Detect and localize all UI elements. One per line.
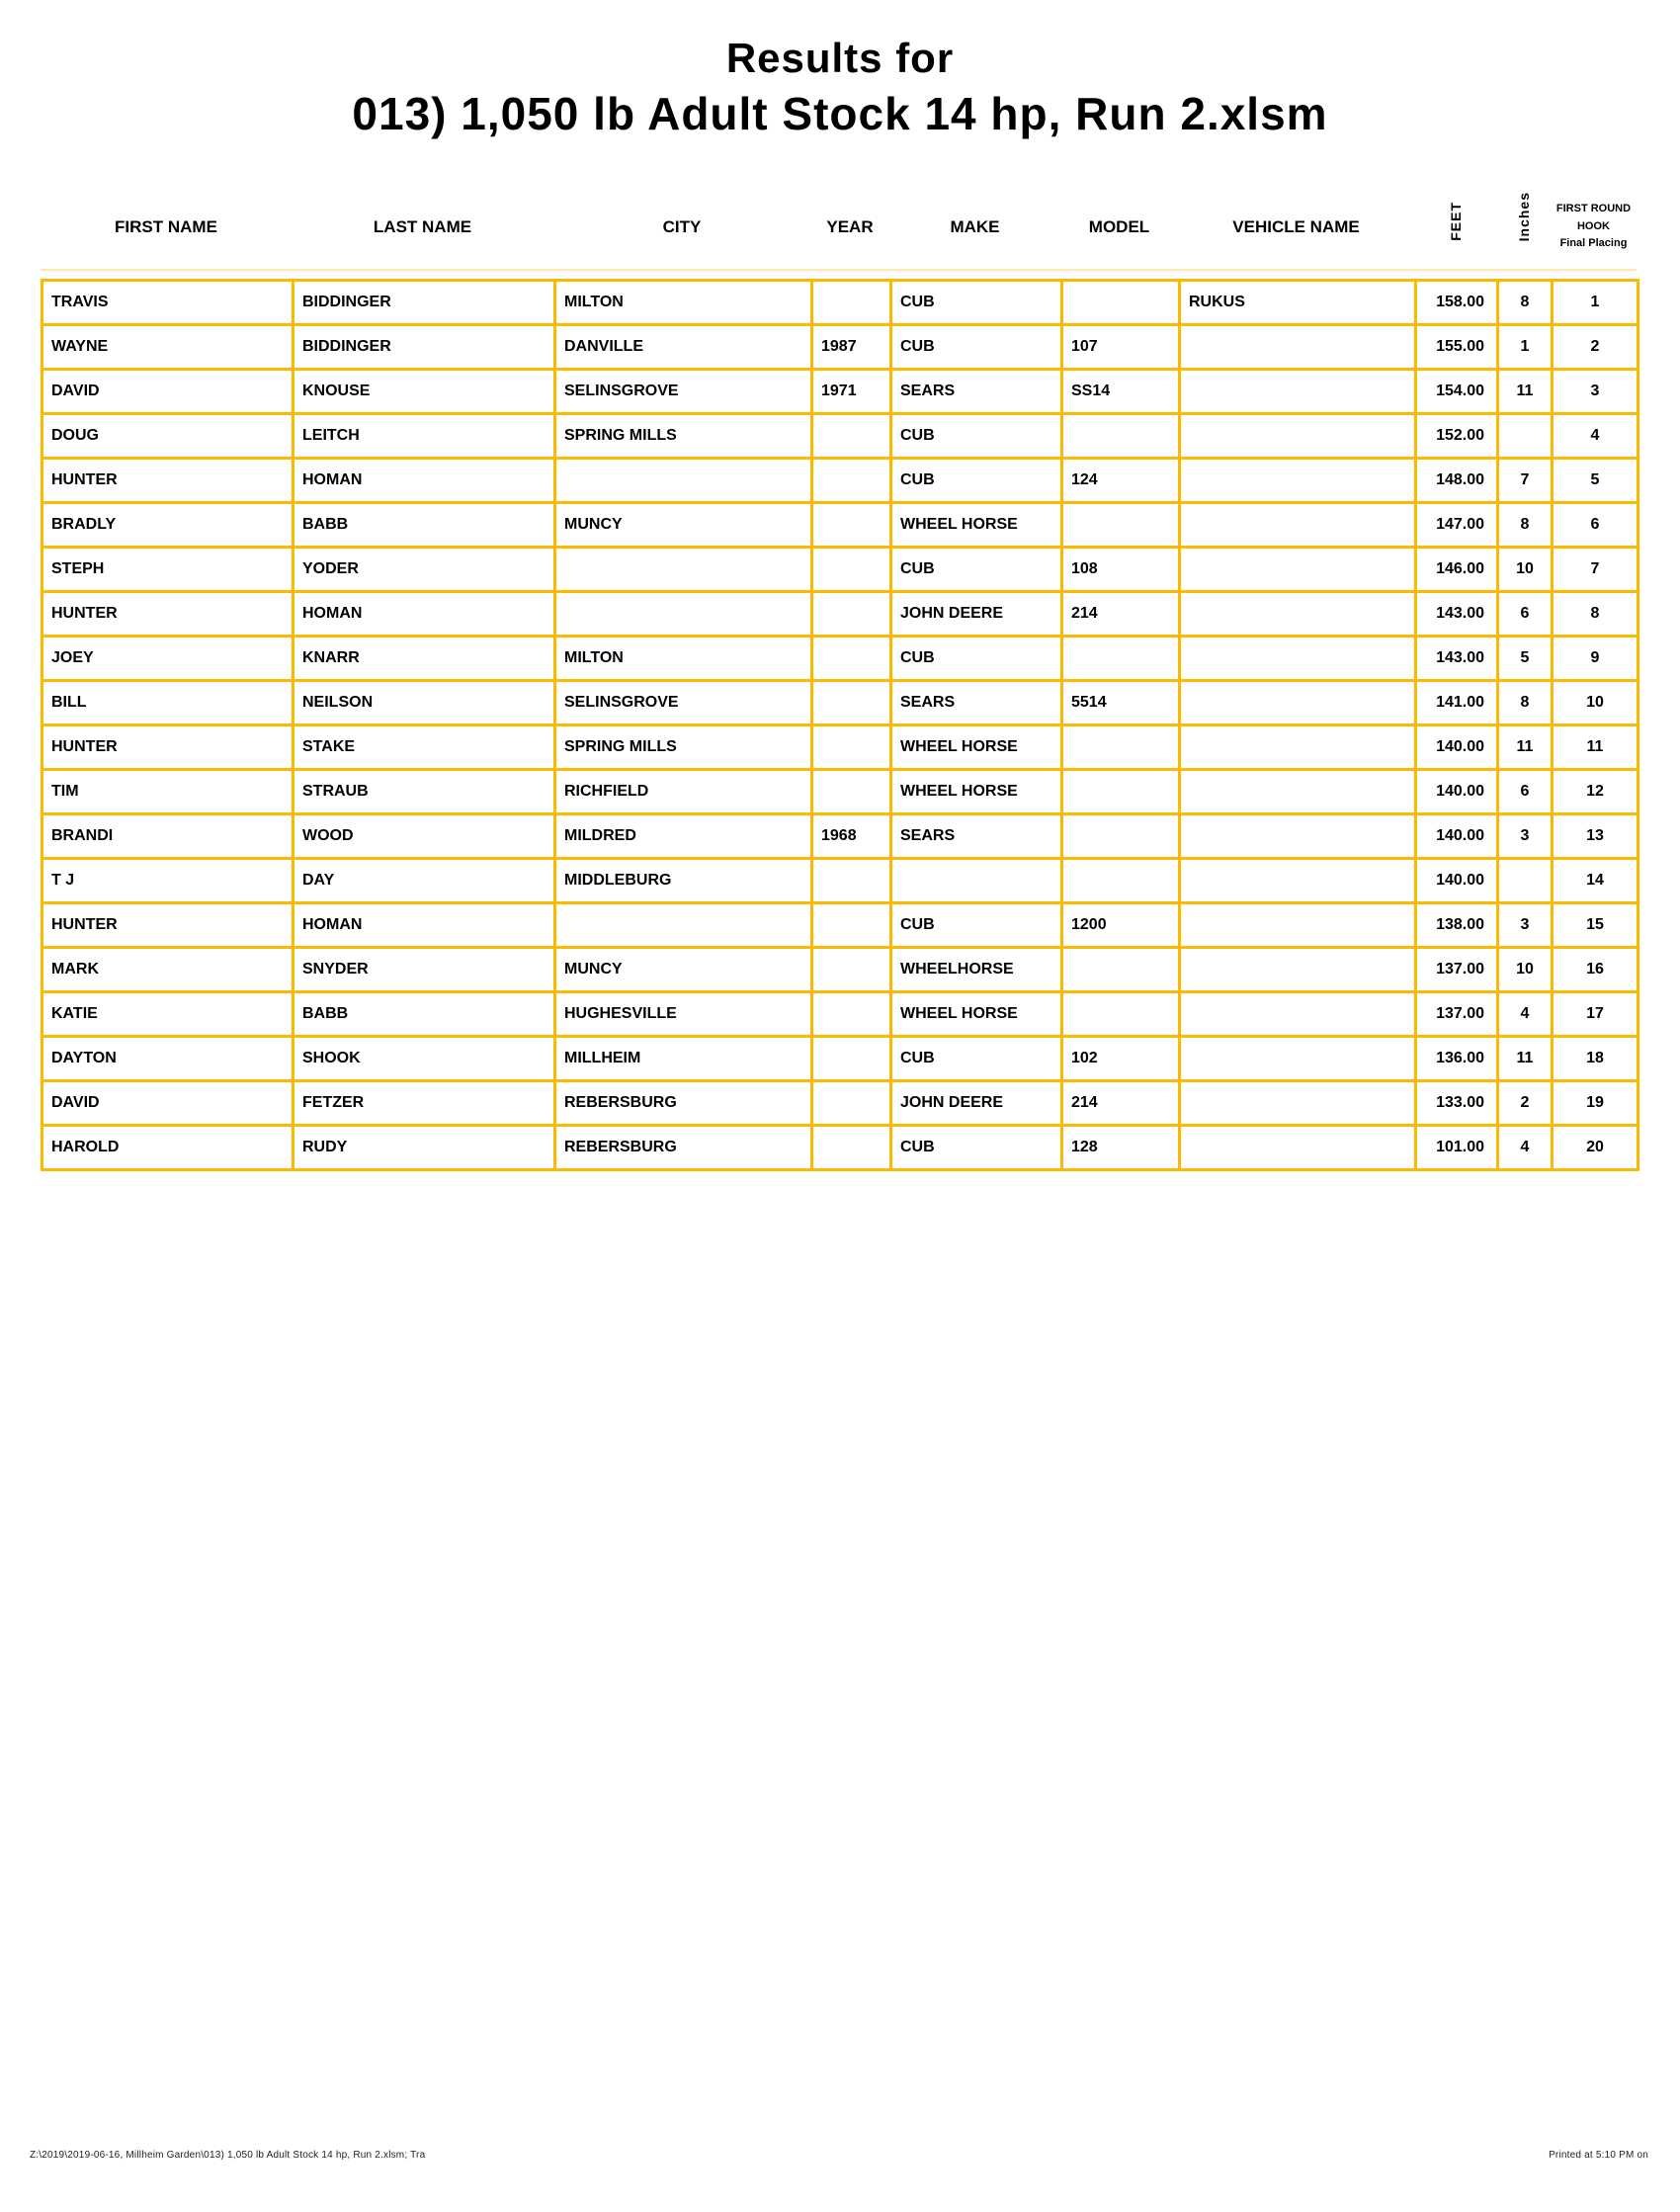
cell-vehicle-name [1180,992,1416,1037]
table-header-row [41,162,1637,271]
cell-placing: 4 [1553,414,1638,459]
cell-last-name: STRAUB [294,770,555,814]
cell-placing: 8 [1553,592,1638,637]
cell-make: WHEEL HORSE [891,503,1062,548]
column-header-year: YEAR [826,217,874,236]
cell-first-name: BRANDI [42,814,294,859]
column-header-last-name: LAST NAME [373,217,472,236]
cell-model [1062,637,1180,681]
cell-feet: 152.00 [1416,414,1498,459]
final-placing-header-line1: FIRST ROUND [1555,203,1632,215]
cell-feet: 140.00 [1416,770,1498,814]
cell-model [1062,814,1180,859]
column-header-vehicle-name: VEHICLE NAME [1232,217,1360,236]
cell-city: HUGHESVILLE [555,992,812,1037]
cell-vehicle-name [1180,503,1416,548]
cell-last-name: RUDY [294,1126,555,1170]
cell-vehicle-name [1180,814,1416,859]
cell-city: SPRING MILLS [555,725,812,770]
cell-placing: 14 [1553,859,1638,903]
cell-vehicle-name [1180,592,1416,637]
cell-vehicle-name [1180,1037,1416,1081]
cell-inches: 2 [1498,1081,1553,1126]
cell-vehicle-name [1180,459,1416,503]
table-row [42,725,1638,770]
table-row [42,592,1638,637]
table-row [42,1081,1638,1126]
cell-model: SS14 [1062,370,1180,414]
cell-year [812,637,891,681]
cell-vehicle-name [1180,637,1416,681]
cell-placing: 9 [1553,637,1638,681]
cell-make: CUB [891,414,1062,459]
footer-file-path: Z:\2019\2019-06-16, Millheim Garden\013) 1,050 lb Adult Stock 14 hp, Run 2.xlsm; Tra [30,2150,426,2161]
cell-make: WHEELHORSE [891,948,1062,992]
table-body [42,281,1638,1170]
cell-feet: 137.00 [1416,992,1498,1037]
cell-first-name: HUNTER [42,459,294,503]
cell-last-name: SNYDER [294,948,555,992]
cell-city: MILTON [555,281,812,325]
final-placing-header-lines [1556,201,1631,253]
column-header-first-name: FIRST NAME [115,217,217,236]
results-table [41,279,1639,1171]
cell-inches: 3 [1498,814,1553,859]
cell-inches: 4 [1498,1126,1553,1170]
cell-year [812,948,891,992]
cell-year [812,592,891,637]
cell-feet: 140.00 [1416,814,1498,859]
report-title-line1: Results for [725,35,955,81]
cell-placing: 5 [1553,459,1638,503]
cell-make [891,859,1062,903]
cell-last-name: YODER [294,548,555,592]
cell-year [812,903,891,948]
cell-inches: 1 [1498,325,1553,370]
table-row [42,948,1638,992]
table-row [42,1126,1638,1170]
cell-placing: 16 [1553,948,1638,992]
cell-model: 102 [1062,1037,1180,1081]
cell-vehicle-name [1180,414,1416,459]
cell-placing: 7 [1553,548,1638,592]
cell-last-name: HOMAN [294,459,555,503]
cell-placing: 20 [1553,1126,1638,1170]
cell-inches: 8 [1498,503,1553,548]
cell-first-name: DAVID [42,370,294,414]
cell-vehicle-name [1180,948,1416,992]
cell-placing: 15 [1553,903,1638,948]
cell-last-name: KNARR [294,637,555,681]
cell-make: CUB [891,1037,1062,1081]
table-row [42,281,1638,325]
cell-last-name: KNOUSE [294,370,555,414]
cell-model [1062,992,1180,1037]
cell-first-name: HAROLD [42,1126,294,1170]
cell-year [812,414,891,459]
cell-year [812,281,891,325]
cell-placing: 17 [1553,992,1638,1037]
cell-make: SEARS [891,681,1062,725]
cell-last-name: BABB [294,992,555,1037]
cell-inches: 8 [1498,281,1553,325]
cell-first-name: HUNTER [42,725,294,770]
table-row [42,859,1638,903]
cell-model [1062,414,1180,459]
cell-city: MILTON [555,637,812,681]
cell-year [812,548,891,592]
cell-year [812,1081,891,1126]
cell-inches: 10 [1498,548,1553,592]
cell-make: CUB [891,637,1062,681]
cell-city: DANVILLE [555,325,812,370]
cell-inches: 6 [1498,770,1553,814]
cell-vehicle-name [1180,681,1416,725]
cell-city [555,903,812,948]
cell-feet: 158.00 [1416,281,1498,325]
cell-feet: 101.00 [1416,1126,1498,1170]
cell-year [812,1126,891,1170]
cell-feet: 140.00 [1416,725,1498,770]
cell-feet: 138.00 [1416,903,1498,948]
cell-last-name: FETZER [294,1081,555,1126]
cell-make: WHEEL HORSE [891,725,1062,770]
cell-model: 108 [1062,548,1180,592]
cell-model [1062,770,1180,814]
cell-make: CUB [891,459,1062,503]
cell-feet: 143.00 [1416,637,1498,681]
cell-make: SEARS [891,814,1062,859]
table-row [42,414,1638,459]
cell-vehicle-name [1180,1081,1416,1126]
cell-first-name: STEPH [42,548,294,592]
cell-inches: 6 [1498,592,1553,637]
cell-model: 107 [1062,325,1180,370]
cell-year [812,725,891,770]
cell-feet: 148.00 [1416,459,1498,503]
cell-last-name: HOMAN [294,592,555,637]
cell-city: SPRING MILLS [555,414,812,459]
cell-last-name: BABB [294,503,555,548]
cell-first-name: DOUG [42,414,294,459]
cell-city [555,592,812,637]
inches-vertical-label: Inches [1515,191,1532,241]
cell-city: MIDDLEBURG [555,859,812,903]
table-row [42,903,1638,948]
cell-make: CUB [891,325,1062,370]
column-header-model: MODEL [1088,217,1150,236]
table-row [42,325,1638,370]
cell-first-name: JOEY [42,637,294,681]
table-row [42,370,1638,414]
cell-vehicle-name [1180,548,1416,592]
column-header-inches [1496,192,1551,269]
cell-city [555,459,812,503]
cell-city: RICHFIELD [555,770,812,814]
cell-last-name: LEITCH [294,414,555,459]
cell-city: SELINSGROVE [555,681,812,725]
cell-inches: 8 [1498,681,1553,725]
cell-inches: 5 [1498,637,1553,681]
cell-model: 214 [1062,592,1180,637]
cell-make: JOHN DEERE [891,1081,1062,1126]
cell-city: REBERSBURG [555,1126,812,1170]
cell-year [812,992,891,1037]
cell-inches: 11 [1498,725,1553,770]
cell-inches: 11 [1498,370,1553,414]
cell-feet: 155.00 [1416,325,1498,370]
cell-last-name: STAKE [294,725,555,770]
cell-model [1062,725,1180,770]
cell-first-name: BILL [42,681,294,725]
cell-inches: 7 [1498,459,1553,503]
cell-first-name: HUNTER [42,903,294,948]
cell-model [1062,948,1180,992]
cell-last-name: NEILSON [294,681,555,725]
cell-inches [1498,414,1553,459]
cell-city: REBERSBURG [555,1081,812,1126]
cell-feet: 143.00 [1416,592,1498,637]
report-title-block [0,35,1680,139]
cell-vehicle-name [1180,1126,1416,1170]
column-header-make: MAKE [950,217,1000,236]
cell-feet: 154.00 [1416,370,1498,414]
results-sheet [41,162,1637,1171]
cell-feet: 140.00 [1416,859,1498,903]
cell-year [812,859,891,903]
cell-year [812,770,891,814]
cell-first-name: TIM [42,770,294,814]
cell-vehicle-name [1180,725,1416,770]
cell-placing: 11 [1553,725,1638,770]
cell-model [1062,281,1180,325]
table-row [42,459,1638,503]
column-header-city: CITY [662,217,702,236]
cell-city: SELINSGROVE [555,370,812,414]
cell-make: SEARS [891,370,1062,414]
cell-inches: 4 [1498,992,1553,1037]
cell-city: MUNCY [555,948,812,992]
table-row [42,548,1638,592]
cell-first-name: DAVID [42,1081,294,1126]
cell-inches: 3 [1498,903,1553,948]
table-row [42,770,1638,814]
cell-last-name: BIDDINGER [294,281,555,325]
cell-placing: 19 [1553,1081,1638,1126]
cell-model: 124 [1062,459,1180,503]
table-row [42,637,1638,681]
table-row [42,1037,1638,1081]
cell-placing: 18 [1553,1037,1638,1081]
cell-vehicle-name [1180,903,1416,948]
cell-city: MILDRED [555,814,812,859]
cell-first-name: MARK [42,948,294,992]
cell-placing: 3 [1553,370,1638,414]
cell-feet: 137.00 [1416,948,1498,992]
cell-last-name: HOMAN [294,903,555,948]
table-row [42,814,1638,859]
cell-model: 128 [1062,1126,1180,1170]
cell-model: 214 [1062,1081,1180,1126]
cell-feet: 146.00 [1416,548,1498,592]
cell-year: 1971 [812,370,891,414]
cell-year [812,1037,891,1081]
cell-first-name: HUNTER [42,592,294,637]
cell-make: WHEEL HORSE [891,770,1062,814]
cell-last-name: DAY [294,859,555,903]
cell-first-name: KATIE [42,992,294,1037]
cell-placing: 1 [1553,281,1638,325]
cell-vehicle-name [1180,370,1416,414]
cell-inches: 10 [1498,948,1553,992]
cell-inches: 11 [1498,1037,1553,1081]
cell-model: 5514 [1062,681,1180,725]
footer-printed-time: Printed at 5:10 PM on [1549,2150,1648,2161]
cell-year [812,503,891,548]
table-row [42,992,1638,1037]
cell-last-name: WOOD [294,814,555,859]
cell-make: CUB [891,903,1062,948]
cell-first-name: WAYNE [42,325,294,370]
cell-placing: 10 [1553,681,1638,725]
cell-year [812,681,891,725]
report-title-line2: 013) 1,050 lb Adult Stock 14 hp, Run 2.xlsm [352,88,1328,139]
cell-year [812,459,891,503]
cell-placing: 2 [1553,325,1638,370]
cell-model [1062,503,1180,548]
cell-make: CUB [891,1126,1062,1170]
cell-model [1062,859,1180,903]
cell-inches [1498,859,1553,903]
cell-vehicle-name [1180,325,1416,370]
cell-make: WHEEL HORSE [891,992,1062,1037]
cell-city: MUNCY [555,503,812,548]
column-header-final-placing [1551,201,1637,269]
final-placing-header-line3: Final Placing [1559,237,1628,250]
cell-feet: 147.00 [1416,503,1498,548]
cell-last-name: BIDDINGER [294,325,555,370]
cell-vehicle-name [1180,770,1416,814]
table-row [42,681,1638,725]
cell-placing: 13 [1553,814,1638,859]
cell-placing: 12 [1553,770,1638,814]
cell-first-name: BRADLY [42,503,294,548]
cell-vehicle-name [1180,859,1416,903]
cell-first-name: T J [42,859,294,903]
cell-vehicle-name: RUKUS [1180,281,1416,325]
cell-model: 1200 [1062,903,1180,948]
cell-first-name: DAYTON [42,1037,294,1081]
table-row [42,503,1638,548]
feet-vertical-label: FEET [1447,202,1464,241]
cell-feet: 136.00 [1416,1037,1498,1081]
cell-year: 1968 [812,814,891,859]
final-placing-header-line2: HOOK [1576,219,1610,232]
cell-make: CUB [891,281,1062,325]
cell-make: CUB [891,548,1062,592]
cell-feet: 141.00 [1416,681,1498,725]
cell-make: JOHN DEERE [891,592,1062,637]
cell-placing: 6 [1553,503,1638,548]
cell-year: 1987 [812,325,891,370]
column-header-feet [1414,202,1496,269]
cell-first-name: TRAVIS [42,281,294,325]
cell-last-name: SHOOK [294,1037,555,1081]
cell-city [555,548,812,592]
cell-feet: 133.00 [1416,1081,1498,1126]
cell-city: MILLHEIM [555,1037,812,1081]
